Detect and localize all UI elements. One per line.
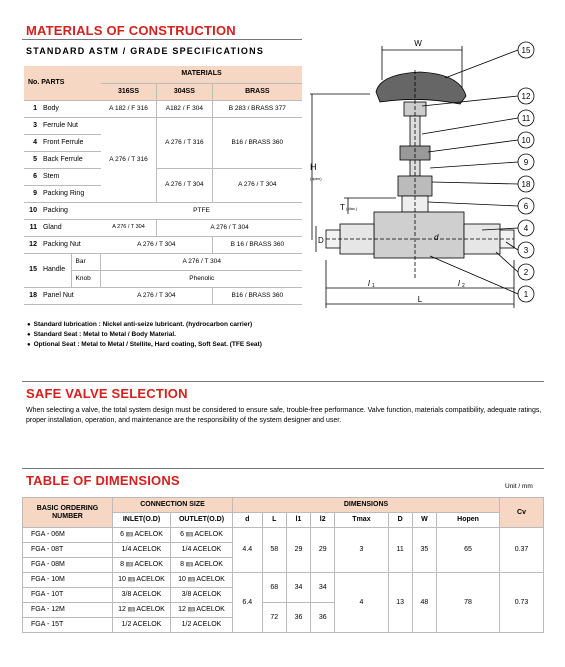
table-row: 11 Gland A 276 / T 304 A 276 / T 304: [24, 219, 302, 236]
header-L: L: [262, 513, 286, 528]
valve-diagram: [310, 30, 550, 320]
table-row: 12 Packing Nut A 276 / T 304 B 16 / BRASS 360: [24, 236, 302, 253]
header-materials: MATERIALS: [101, 66, 302, 83]
table-row: 18 Panel Nut A 276 / T 304 B16 / BRASS 360: [24, 287, 302, 304]
dim-label-l: L: [417, 295, 423, 304]
table-row: FGA - 08T 1/4 ACELOK 1/4 ACELOK: [23, 543, 544, 558]
header-dims: DIMENSIONS: [233, 498, 500, 513]
header-ordering: BASIC ORDERING NUMBER: [23, 498, 113, 528]
table-row: 9 Packing Ring: [24, 185, 302, 202]
part-callouts: [518, 42, 534, 302]
table-row: FGA - 12M 12 ㎜ ACELOK 12 ㎜ ACELOK 72 36 36: [23, 603, 544, 618]
dim-label-l2-sub: 2: [462, 283, 465, 289]
header-no: No.: [28, 78, 40, 86]
table-row: 4 Front Ferrule: [24, 134, 302, 151]
section-rule: [22, 468, 544, 469]
header-cv: Cv: [500, 498, 544, 528]
header-conn: CONNECTION SIZE: [113, 498, 233, 513]
table-row: 15 Handle Bar A 276 / T 304: [24, 253, 302, 270]
dim-label-d-big: D: [318, 236, 324, 245]
materials-notes: ● Standard lubrication : Nickel anti-seize lubricant. (hydrocarbon carrier) ● Standard Seat : Metal to Metal / Body Material. ● Optional Seat : Metal to Metal / Stellite, Hard coating, Soft Seat. (TFE Seat): [27, 320, 262, 350]
dim-label-t: T: [340, 203, 345, 212]
dim-label-d-small: d: [434, 233, 439, 242]
dim-label-l1: l: [368, 279, 370, 288]
callout-number: 1: [523, 290, 529, 299]
callout-number: 9: [523, 158, 529, 167]
table-row: FGA - 15T 1/2 ACELOK 1/2 ACELOK: [23, 618, 544, 633]
callout-number: 4: [523, 224, 529, 233]
callout-number: 11: [521, 114, 531, 123]
dim-label-h-open: (open): [310, 176, 322, 181]
dim-label-l2: l: [458, 279, 460, 288]
header-inlet: INLET(O.D): [113, 513, 171, 528]
section-rule: [22, 381, 544, 382]
table-row: 5 Back Ferrule: [24, 151, 302, 168]
header-tmax: Tmax: [335, 513, 388, 528]
header-W: W: [412, 513, 436, 528]
header-304ss: 304SS: [157, 83, 213, 100]
header-brass: BRASS: [212, 83, 302, 100]
header-d: d: [233, 513, 263, 528]
dim-label-t-max: (Max.): [346, 206, 358, 211]
callout-number: 2: [523, 268, 529, 277]
materials-section-title: MATERIALS OF CONSTRUCTION: [26, 23, 236, 38]
safe-section-title: SAFE VALVE SELECTION: [26, 386, 188, 401]
table-row: FGA - 08M 8 ㎜ ACELOK 8 ㎜ ACELOK: [23, 558, 544, 573]
header-outlet: OUTLET(O.D): [171, 513, 233, 528]
materials-subtitle: STANDARD ASTM / GRADE SPECIFICATIONS: [26, 46, 265, 56]
callout-number: 10: [521, 136, 531, 145]
header-l1: l1: [286, 513, 310, 528]
unit-label: Unit / mm: [505, 483, 533, 490]
dim-label-l1-sub: 1: [372, 283, 375, 289]
dim-section-title: TABLE OF DIMENSIONS: [26, 473, 180, 488]
header-l2: l2: [311, 513, 335, 528]
callout-number: 15: [521, 46, 531, 55]
table-row: Knob Phenolic: [24, 270, 302, 287]
header-hopen: Hopen: [437, 513, 500, 528]
section-rule: [22, 39, 302, 40]
header-parts: PARTS: [41, 78, 65, 86]
table-row: 10 Packing PTFE: [24, 202, 302, 219]
dimensions-table: [22, 497, 544, 633]
callout-number: 18: [521, 180, 531, 189]
callout-number: 12: [521, 92, 531, 101]
table-row: 3 Ferrule Nut A 276 / T 316 A 276 / T 316 B16 / BRASS 360: [24, 117, 302, 134]
callout-number: 6: [523, 202, 529, 211]
safe-paragraph: When selecting a valve, the total system design must be considered to ensure safe, trouble-free performance. Valve function, materials compatibility, adequate ratings, proper installation, operation, and maintenance are the responsibility of the system designer and user.: [26, 407, 542, 424]
header-316ss: 316SS: [101, 83, 157, 100]
table-row: 6 Stem A 276 / T 304 A 276 / T 304: [24, 168, 302, 185]
table-row: 1 Body A 182 / F 316 A182 / F 304 B 283 / BRASS 377: [24, 100, 302, 117]
callout-number: 3: [523, 246, 529, 255]
dim-label-h: H: [310, 162, 317, 172]
table-row: FGA - 06M 6 ㎜ ACELOK 6 ㎜ ACELOK 4.4 58 29 29 3 11 35 65 0.37: [23, 528, 544, 543]
header-D: D: [388, 513, 412, 528]
dim-label-w: W: [414, 39, 422, 48]
table-row: FGA - 10T 3/8 ACELOK 3/8 ACELOK: [23, 588, 544, 603]
table-row: FGA - 10M 10 ㎜ ACELOK 10 ㎜ ACELOK 6.4 68 34 34 4 13 48 78 0.73: [23, 573, 544, 588]
materials-table: [24, 66, 302, 305]
